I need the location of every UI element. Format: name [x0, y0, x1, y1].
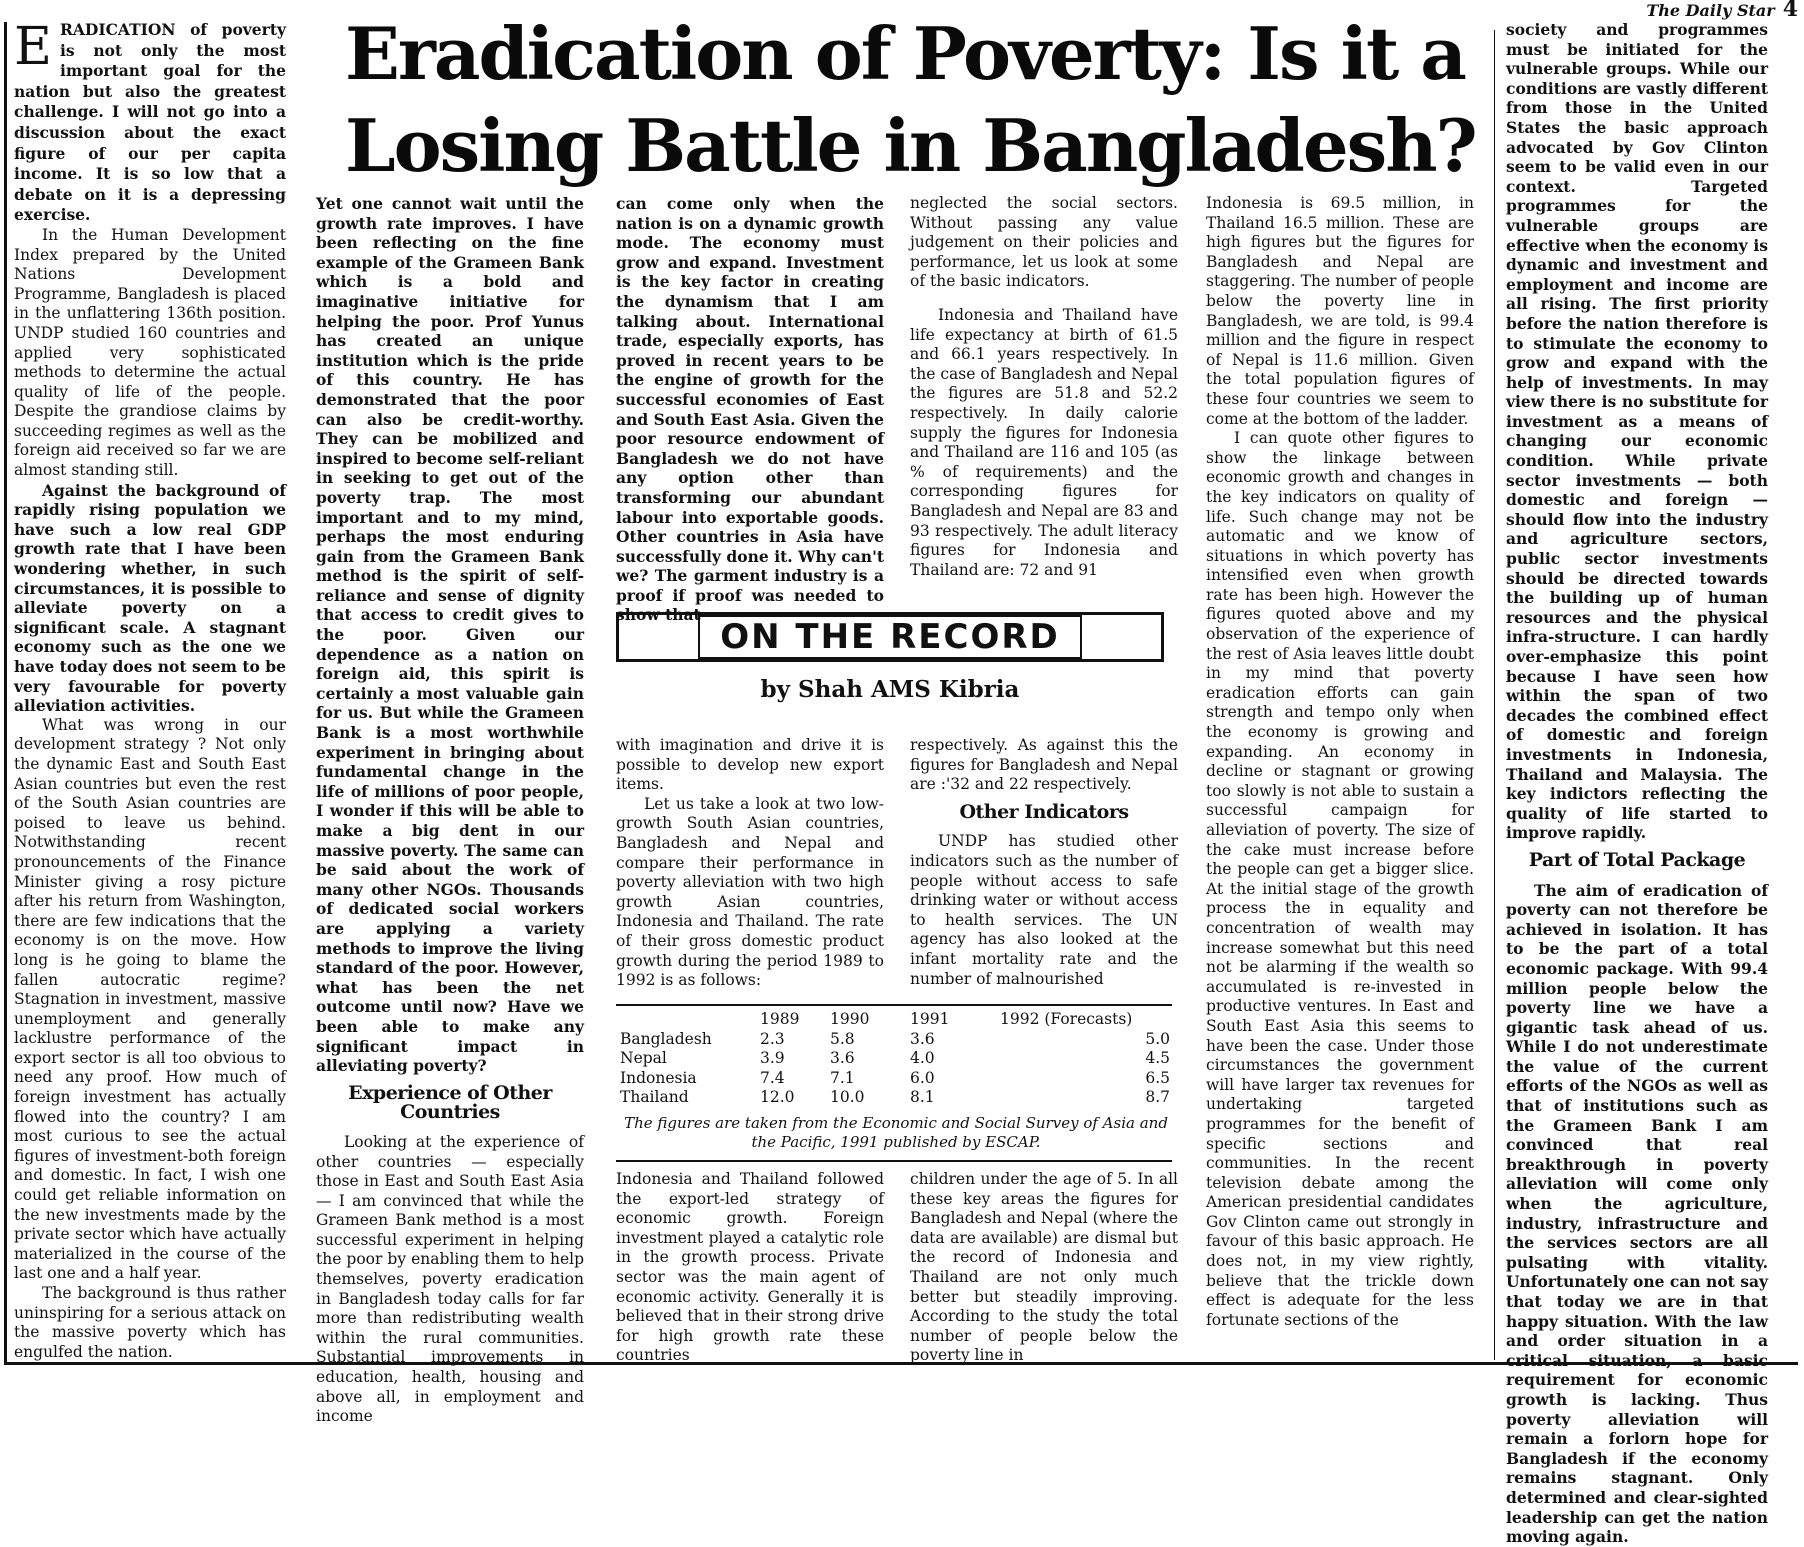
gdp-growth-table: [620, 1010, 1172, 1108]
subhead-experience: Experience of Other Countries: [348, 1081, 552, 1124]
paragraph: society and programmes must be initiated for the vulnerable groups. While our conditions are vastly different from those in the United States the basic approach advocated by Gov Clinton seem to be valid even in our context. Targeted programmes for the vulnerable groups are effective when the economy is dynamic and investment and employment and income are all rising. The first priority before the nation therefore is to stimulate the economy to grow and expand with the help of investments. In may view there is no substitute for investment as a means of changing our economic condition. While private sector investments — both domestic and foreign — should flow into the industry and agriculture sectors, public sector investments should be directed towards the building up of human resources and the physical infra-structure. I can hardly over-emphasize this point because I have seen how within the span of two decades the combined effect of domestic and foreign investments in Indonesia, Thailand and Malaysia. The key indictors reflecting the quality of life started to improve rapidly.: [1506, 20, 1768, 843]
paragraph: with imagination and drive it is possible to develop new export items.: [616, 736, 884, 794]
paragraph: Against the background of rapidly rising population we have such a low real GDP growth rate that I have been wondering whether, in such circumstances, it is possible to alleviate poverty on a significant scale. A stagnant economy such as the one we have today does not seem to be very favourable for poverty alleviation activities.: [14, 480, 286, 716]
table-top-rule: [616, 1004, 1172, 1006]
paragraph: Indonesia and Thailand followed the export-led strategy of economic growth. Foreign investment played a catalytic role in the growth process. Private sector was the main agent of economic activity. Generally it is believed that in their strong drive for high growth rate these countries: [616, 1170, 884, 1365]
paragraph: respectively. As against this the figures for Bangladesh and Nepal are :'32 and 22 respectively.: [910, 736, 1178, 794]
column-3-middle: [616, 736, 884, 991]
paragraph: What was wrong in our development strategy ? Not only the dynamic East and South East Asian countries but even the rest of the South Asian countries are poised to leave us behind. Notwithstanding recent pronouncements of the Finance Minister giving a rosy picture after his return from Washington, there are few indications that the economy is on the move. How long is he going to blame the fallen autocratic regime? Stagnation in investment, massive unemployment and generally lacklustre performance of the export sector is all too obvious to need any proof. How much of foreign investment has actually flowed into the country? I am most curious to see the actual figures of investment-both foreign and domestic. In fact, I wish one could get reliable information on the new investments made by the private sector which have actually materialized in the course of the last one and a half year.: [14, 715, 286, 1283]
paragraph: Let us take a look at two low-growth South Asian countries, Bangladesh and Nepal and compare their performance in poverty alleviation with two high growth Asian countries, Indonesia and Thailand. The rate of their gross domestic product growth during the period 1989 to 1992 is as follows:: [616, 794, 884, 990]
left-border-rule: [4, 22, 7, 1362]
paragraph: The aim of eradication of poverty can not therefore be achieved in isolation. It has to be the part of a total economic package. With 99.4 million people below the poverty line we have a gigantic task ahead of us. While I do not underestimate the value of the current efforts of the NGOs as well as that of institutions such as the Grameen Bank I am convinced that real breakthrough in poverty alleviation will come only when the agriculture, industry, infrastructure and the services sectors are all pulsating with vitality. Unfortunately one can not say that today we are in that happy situation. With the law and order situation in a critical situation, a basic requirement for economic growth is lacking. Thus poverty alleviation will remain a forlorn hope for Bangladesh if the economy remains stagnant. Only determined and clear-sighted leadership can get the nation moving again.: [1506, 880, 1768, 1547]
drop-cap: E: [14, 17, 52, 77]
table-row: Indonesia 7.4 7.1 6.0 6.5: [620, 1068, 1170, 1087]
paragraph: Yet one cannot wait until the growth rate improves. I have been reflecting on the fine example of the Grameen Bank which is a bold and imaginative initiative for helping the poor. Prof Yunus has created an unique institution which is the pride of this country. He has demonstrated that the poor can also be credit-worthy. They can be mobilized and inspired to become self-reliant in seeking to get out of the poverty trap. The most important and to my mind, perhaps the most enduring gain from the Grameen Bank method is the spirit of self-reliance and sense of dignity that access to credit gives to the poor. Given our dependence as a nation on foreign aid, this spirit is certainly a most valuable gain for us. But while the Grameen Bank is a most worthwhile experiment in bringing about fundamental change in the life of millions of poor people, I wonder if this will be able to make a big dent in our massive poverty. The same can be said about the work of many other NGOs. Thousands of dedicated social workers are applying a variety methods to improve the living standard of the poor. However, what has been the net outcome until now? Have we been able to make any significant impact in alleviating poverty?: [316, 194, 584, 1076]
column-4-top: [910, 194, 1178, 580]
headline-line-2: Losing Battle in Bangladesh?: [345, 103, 1476, 188]
table-row: Bangladesh 2.3 5.8 3.6 5.0: [620, 1029, 1170, 1048]
subhead-other-indicators: Other Indicators: [959, 800, 1129, 823]
paragraph: UNDP has studied other indicators such as the number of people without access to safe drinking water or without access to health services. The UN agency has also looked at the infant mortality rate and the number of malnourished: [910, 832, 1178, 988]
paragraph: children under the age of 5. In all these key areas the figures for Bangladesh and Nepal (where the data are available) are dismal but the record of Indonesia and Thailand are not only much better but steadily improving. According to the study the total number of people below the poverty line in: [910, 1170, 1178, 1365]
table-row: Thailand 12.0 10.0 8.1 8.7: [620, 1088, 1170, 1106]
column-4-bottom: [910, 1170, 1178, 1366]
subhead-total-package: Part of Total Package: [1528, 848, 1746, 871]
table-header-row: 1989 1990 1991 1992 (Forecasts): [760, 1010, 1133, 1028]
paragraph: Indonesia is 69.5 million, in Thailand 16.5 million. These are high figures but the figures for Bangladesh and Nepal are staggering. The number of people below the poverty line in Bangladesh, we are told, is 99.4 million and the figure in respect of Nepal is 11.6 million. Given the total population figures of these four countries we seem to come at the bottom of the ladder.: [1206, 194, 1474, 428]
column-title-box: [616, 612, 1164, 662]
table-source-note: The figures are taken from the Economic and Social Survey of Asia and the Pacific, 1991 published by ESCAP.: [624, 1114, 1168, 1151]
paragraph: Indonesia and Thailand have life expectancy at birth of 61.5 and 66.1 years respectively. In the case of Bangladesh and Nepal the figures are 51.8 and 52.2 respectively. In daily calorie supply the figures for Indonesia and Thailand are 116 and 105 (as % of requirements) and the corresponding figures for Bangladesh and Nepal are 83 and 93 respectively. The adult literacy figures for Indonesia and Thailand are: 72 and 91: [910, 305, 1178, 579]
paper-name: The Daily Star: [1646, 1, 1775, 20]
paragraph: neglected the social sectors. Without passing any value judgement on their policies and performance, let us look at some of the basic indicators.: [910, 194, 1178, 291]
column-4-middle: [910, 736, 1178, 989]
table-row: Nepal 3.9 3.6 4.0 4.5: [620, 1049, 1170, 1067]
headline: [345, 8, 1495, 192]
paragraph: The background is thus rather uninspiring for a serious attack on the massive poverty which has engulfed the nation.: [14, 1284, 286, 1361]
column-2: [316, 194, 584, 1427]
column-5: [1206, 194, 1474, 1330]
paragraph: can come only when the nation is on a dynamic growth mode. The economy must grow and expand. Investment is the key factor in creating the dynamism that I am talking about. International trade, especially exports, has proved in recent years to be the engine of growth for the successful economies of East and South East Asia. Given the poor resource endowment of Bangladesh we do not have any option other than transforming our abundant labour into exportable goods. Other countries in Asia have successfully done it. Why can't we? The garment industry is a proof if proof was needed to show that: [616, 194, 884, 625]
paragraph: In the Human Development Index prepared by the United Nations Development Programme, Bangladesh is placed in the unflattering 136th position. UNDP studied 160 countries and applied very sophisticated methods to determine the actual quality of life of the people. Despite the grandiose claims by succeeding regimes as well as the foreign aid received so far we are almost standing still.: [14, 225, 286, 480]
column-3-bottom: [616, 1170, 884, 1366]
column-title: ON THE RECORD: [698, 615, 1082, 659]
column-6: [1506, 20, 1768, 1547]
table-bottom-rule: [616, 1160, 1172, 1162]
headline-line-1: Eradication of Poverty: Is it a: [345, 11, 1465, 96]
paragraph: Looking at the experience of other countries — especially those in East and South East Asia — I am convinced that while the Grameen Bank method is a most successful experiment in helping the poor by enabling them to help themselves, poverty eradication in Bangladesh today calls for far more than redistributing wealth within the rural communities. Substantial improvements in education, health, housing and above all, in employment and income: [316, 1132, 584, 1426]
byline: by Shah AMS Kibria: [760, 676, 1020, 703]
lead-paragraph: ERADICATION of poverty is not only the most important goal for the nation but also the greatest challenge. I will not go into a discussion about the exact figure of our per capita income. It is so low that a debate on it is a depressing exercise.: [14, 17, 286, 225]
page-number: 4: [1782, 0, 1798, 22]
column-3-top: [616, 194, 884, 625]
paragraph: I can quote other figures to show the linkage between economic growth and changes in the key indicators on quality of life. Such change may not be automatic and we know of situations in which poverty has intensified even when growth rate has been high. However the figures quoted above and my observation of the experience of the rest of Asia leaves little doubt in my mind that poverty eradication efforts can gain strength and tempo only when the economy is growing and expanding. An economy in decline or stagnant or growing too slowly is not able to sustain a successful campaign for alleviation of poverty. The size of the cake must increase before the people can get a bigger slice. At the initial stage of the growth process the in equality and concentration of wealth may increase somewhat but this need not be alarming if the wealth so accumulated is re-invested in productive ventures. In East and South East Asia this seems to have been the case. Under those circumstances the government will have larger tax revenues for undertaking targeted programmes for the benefit of specific sections and communities. In the recent television debate among the American presidential candidates Gov Clinton came out strongly in favour of this basic approach. He does not, in my view rightly, believe that the trickle down effect is adequate for the less fortunate sections of the: [1206, 429, 1474, 1329]
column-rule-6: [1494, 30, 1495, 1360]
masthead: [1646, 0, 1798, 22]
column-1: [14, 17, 286, 1362]
